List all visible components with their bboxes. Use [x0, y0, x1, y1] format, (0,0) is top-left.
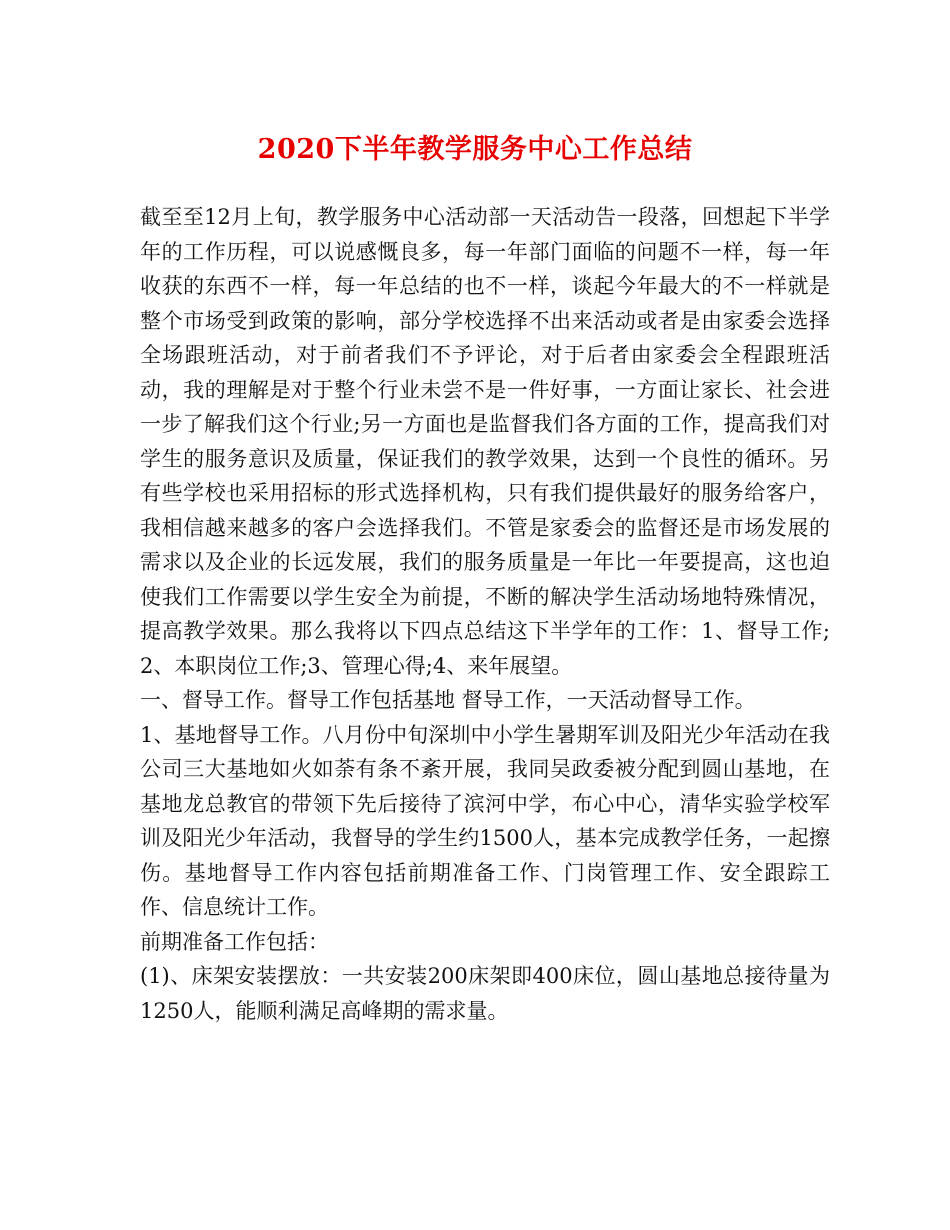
- paragraph-base-supervision: 1、基地督导工作。八月份中旬深圳中小学生暑期军训及阳光少年活动在我公司三大基地如火如荼有条不紊开展，我同吴政委被分配到圆山基地，在基地龙总教官的带领下先后接待了滨河中学，布心中心，清华实验学校军训及阳光少年活动，我督导的学生约1500人，基本完成教学任务，一起擦伤。基地督导工作内容包括前期准备工作、门岗管理工作、安全跟踪工作、信息统计工作。: [140, 722, 830, 919]
- paragraph-bed-installation: (1)、床架安装摆放：一共安装200床架即400床位，圆山基地总接待量为1250人，能顺利满足高峰期的需求量。: [140, 964, 830, 1023]
- paragraph-section-heading: 一、督导工作。督导工作包括基地 督导工作，一天活动督导工作。: [140, 688, 756, 712]
- paragraph-intro: 截至至12月上旬，教学服务中心活动部一天活动告一段落，回想起下半学年的工作历程，可以说感慨良多，每一年部门面临的问题不一样，每一年收获的东西不一样，每一年总结的也不一样，谈起今年最大的不一样就是整个市场受到政策的影响，部分学校选择不出来活动或者是由家委会选择全场跟班活动，对于前者我们不予评论，对于后者由家委会全程跟班活动，我的理解是对于整个行业未尝不是一件好事，一方面让家长、社会进一步了解我们这个行业;另一方面也是监督我们各方面的工作，提高我们对学生的服务意识及质量，保证我们的教学效果，达到一个良性的循环。另有些学校也采用招标的形式选择机构，只有我们提供最好的服务给客户，我相信越来越多的客户会选择我们。不管是家委会的监督还是市场发展的需求以及企业的长远发展，我们的服务质量是一年比一年要提高，这也迫使我们工作需要以学生安全为前提，不断的解决学生活动场地特殊情况，提高教学效果。那么我将以下四点总结这下半学年的工作：1、督导工作;2、本职岗位工作;3、管理心得;4、来年展望。: [140, 205, 830, 678]
- paragraph-preparation-heading: 前期准备工作包括：: [140, 929, 329, 954]
- document-title: 2020下半年教学服务中心工作总结: [257, 134, 693, 165]
- document-body: [140, 200, 830, 1028]
